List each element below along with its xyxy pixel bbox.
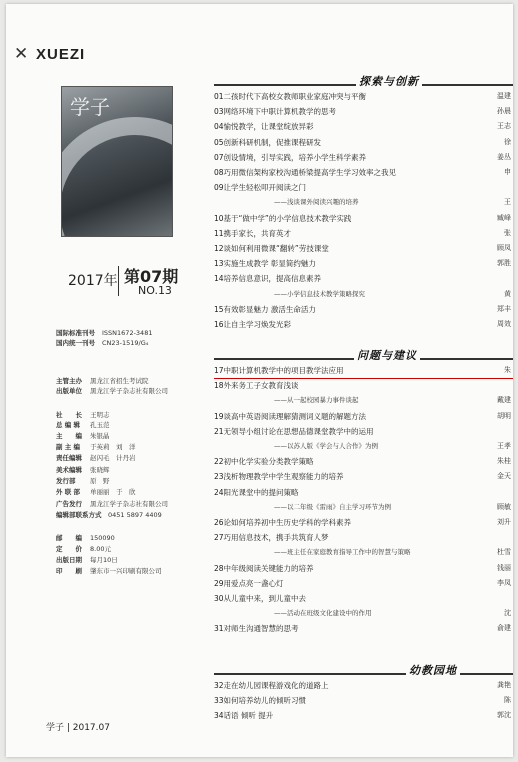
masthead-label: 发行部 [56,477,76,485]
toc-entry [214,411,513,424]
issue-no: NO.13 [138,284,172,297]
toc-author: 顾凤 [497,244,511,252]
toc-entry [214,258,513,271]
section-title: 探索与创新 [356,73,422,89]
toc-title: ——浅谈课外阅读兴趣的培养 [274,198,359,207]
masthead-value: 黑龙江省招生考试院 [90,377,149,385]
toc-entry [214,243,513,256]
toc-entry [214,167,513,180]
toc-author: 李凤 [497,578,511,587]
toc-author: 孙晨 [497,107,511,116]
issue-year: 2017年 [68,273,118,289]
xuezi-logo: XUEZI [36,46,86,63]
cover-title: 学子 [70,95,110,119]
masthead-row [56,386,168,395]
toc-entry [214,228,513,241]
toc-entry [214,502,513,515]
toc-title: 08巧用微信架构家校沟通桥梁提高学生学习效率之我见 [214,168,397,177]
toc-entry [214,106,513,119]
serial-row [56,328,152,337]
toc-author: 郑丰 [497,304,511,313]
toc-author: 顾敏 [497,502,511,511]
xuezi-logo-icon: ✕ [14,44,29,64]
toc-author: 臧峰 [497,213,511,222]
masthead-value: 原 野 [90,477,110,485]
toc-title: 33如何培养幼儿的倾听习惯 [214,696,307,706]
section-title: 幼教园地 [406,662,460,678]
toc-entry [214,121,513,134]
toc-entry [214,304,513,317]
toc-entry [214,273,513,286]
toc-author: 张 [504,228,511,237]
masthead-label: 广告发行 [56,500,82,508]
masthead-value: 于英莉 刘 洋 [90,443,136,451]
toc-title: ——小学信息技术教学策略探究 [274,289,365,298]
toc-title: 04愉悦教学，让课堂绽放异彩 [214,122,314,132]
toc-entry [214,395,513,408]
toc-title: 24阳光课堂中的提问策略 [214,487,299,497]
section-header [206,348,513,362]
toc-author: 朱 [504,366,511,374]
toc-entry [214,593,513,606]
serial-label: 国内统一刊号 [56,339,95,347]
toc-author: 徐 [504,137,511,146]
toc-entry [214,441,513,454]
toc-author: 郭沈 [497,711,511,720]
toc-author: 温建 [497,92,511,100]
masthead-label: 外 联 部 [56,488,81,496]
toc-title: ——班主任在家庭教育指导工作中的智慧与策略 [274,548,411,557]
toc-entry [214,456,513,469]
toc-author: 金天 [497,472,511,481]
masthead-row [56,499,168,508]
masthead-value: 王明志 [90,411,110,419]
masthead-row [56,410,110,419]
toc-entry [214,532,513,545]
masthead-value: 0451 5897 4409 [108,511,162,519]
toc-author: 戴建 [497,396,511,405]
masthead-value: 8.00元 [90,545,111,553]
toc-title: 27巧用信息技术，携手共筑育人梦 [214,533,329,543]
toc-author: 陈 [504,696,511,705]
toc-title: 03网络环境下中职计算机教学的思考 [214,107,337,117]
toc-title: ——活动在班级文化建设中的作用 [274,609,372,618]
masthead-row [56,442,136,451]
toc-entry [214,623,513,636]
masthead-label: 邮 编 [56,534,82,542]
toc-title: 22初中化学实验分类教学策略 [214,457,314,467]
masthead-value: 黑龙江学子杂志社有限公司 [90,387,168,395]
masthead-label: 社 长 [56,411,82,419]
toc-title: 13实施生成教学 彰显简约魅力 [214,259,316,269]
masthead-row [56,555,118,564]
toc-author: 朱桂 [497,457,511,466]
toc-entry [214,197,513,210]
toc-author: 龚艳 [497,681,511,689]
toc-title: 07创设情境，引导实践，培养小学生科学素养 [214,152,367,162]
toc-title: 30从儿童中来，到儿童中去 [214,594,307,603]
toc-entry [214,289,513,302]
masthead-row [56,544,111,553]
masthead-value: 单丽丽 于 欣 [90,488,136,496]
masthead-label: 美术编辑 [56,466,82,474]
toc-title: 34话语 倾听 提升 [214,711,274,721]
masthead-label: 总 编 辑 [56,421,81,429]
masthead-row [56,420,110,429]
toc-title: ——从一起校园暴力事件谈起 [274,396,359,405]
toc-author: 周效 [497,320,511,328]
toc-entry [214,563,513,576]
toc-entry [214,695,513,708]
masthead-value: 张晓辉 [90,466,110,474]
toc-entry [214,547,513,560]
toc-title: 28中年级阅读关键能力的培养 [214,563,314,573]
toc-title: 21无领导小组讨论在思想品德课堂教学中的运用 [214,426,374,436]
masthead-label: 编辑部联系方式 [56,511,102,519]
masthead-row [56,431,110,440]
toc-title: 14培养信息意识，提高信息素养 [214,274,322,284]
serial-row [56,338,148,347]
toc-author: 姜丛 [497,152,511,161]
masthead-value: 孔玉范 [90,421,110,429]
toc-author: 沈 [504,609,511,618]
masthead-label: 主 编 [56,432,82,440]
page-footer: 学子 | 2017.07 [46,723,110,733]
toc-author: 王志 [497,122,511,131]
toc-entry [214,319,513,332]
toc-title: 15有效彰显魅力 激活生命活力 [214,304,316,314]
toc-author: 王孝 [497,442,511,450]
toc-entry [214,680,513,693]
serial-value: CN23-1519/G₄ [102,339,149,347]
toc-author: 郭胜 [497,259,511,268]
toc-author: 钱丽 [497,563,511,572]
cover-image [61,86,173,237]
toc-title: 23浅析物理教学中学生观察能力的培养 [214,472,344,482]
toc-title: 10基于“做中学”的小学信息技术教学实践 [214,213,352,223]
toc-title: 17中职计算机教学中的项目教学法应用 [214,366,344,375]
toc-author: 胡明 [497,411,511,420]
serial-label: 国际标准刊号 [56,329,95,337]
toc-title: 18外来务工子女教育浅谈 [214,381,299,391]
toc-title: 12谈如何利用微课“翻转”劳技课堂 [214,244,329,253]
issue-divider [118,266,119,296]
toc-title: 11携手家长，共育英才 [214,228,292,238]
magazine-page [6,4,513,757]
toc-entry [214,380,513,393]
toc-author: 刘升 [497,518,511,526]
masthead-value: 每月10日 [90,556,118,564]
toc-title: 01二孩时代下高校女教师职业家庭冲突与平衡 [214,92,367,101]
masthead-label: 副 主 编 [56,443,81,451]
masthead-value: 肇东市一兴印刷有限公司 [90,567,162,575]
masthead-label: 出版单位 [56,387,82,395]
toc-title: 05创新科研机制，促推课程研发 [214,137,322,147]
masthead-row [56,465,110,474]
toc-entry [214,182,513,195]
masthead-value: 黑龙江学子杂志社有限公司 [90,500,168,508]
toc-author: 俞建 [497,624,511,633]
section-rule [214,673,513,675]
toc-entry [214,426,513,439]
toc-title: ——以苏人版《学会与人合作》为例 [274,442,378,450]
toc-entry [214,471,513,484]
toc-entry [214,487,513,500]
toc-title: 31对师生沟通智慧的思考 [214,624,299,634]
masthead-value: 朱银晶 [90,432,110,440]
masthead-label: 主管主办 [56,377,82,385]
toc-author: 王 [504,198,511,207]
masthead-label: 出版日期 [56,556,82,564]
toc-title: ——以二年级《雷雨》自主学习环节为例 [274,502,391,511]
masthead-row [56,453,136,462]
toc-title: 09让学生轻松叩开阅读之门 [214,183,307,193]
masthead-row [56,476,110,485]
toc-entry [214,213,513,226]
toc-title: 32走在幼儿园课程游戏化的道路上 [214,681,329,690]
toc-entry [214,91,513,104]
masthead-row [56,376,149,385]
wave-graphic [61,117,173,237]
toc-entry [214,365,513,379]
masthead-row [56,510,162,519]
toc-entry [214,152,513,165]
serial-value: ISSN1672-3481 [102,329,153,337]
toc-title: 19谈高中英语阅读理解猜测词义题的解题方法 [214,411,367,421]
toc-author: 杜雪 [497,548,511,557]
toc-title: 29用爱点亮一盏心灯 [214,578,284,588]
masthead-value: 150090 [90,534,115,542]
toc-entry [214,710,513,723]
masthead-label: 责任编辑 [56,454,82,462]
section-header [206,74,513,88]
issue-number: 第07期 [124,267,179,286]
toc-author: 黄 [504,289,511,298]
masthead-label: 定 价 [56,545,82,553]
toc-title: 16让自主学习焕发光彩 [214,320,292,329]
toc-entry [214,517,513,530]
toc-entry [214,578,513,591]
masthead-row [56,487,136,496]
section-header [206,663,513,677]
section-title: 问题与建议 [354,347,420,363]
toc-author: 申 [504,168,511,176]
masthead-value: 赵闪毛 计丹岩 [90,454,136,462]
masthead-row [56,566,162,575]
toc-entry [214,608,513,621]
toc-title: 26论如何培养初中生历史学科的学科素养 [214,518,352,527]
masthead-label: 印 刷 [56,567,82,575]
masthead-row [56,533,115,542]
toc-entry [214,137,513,150]
